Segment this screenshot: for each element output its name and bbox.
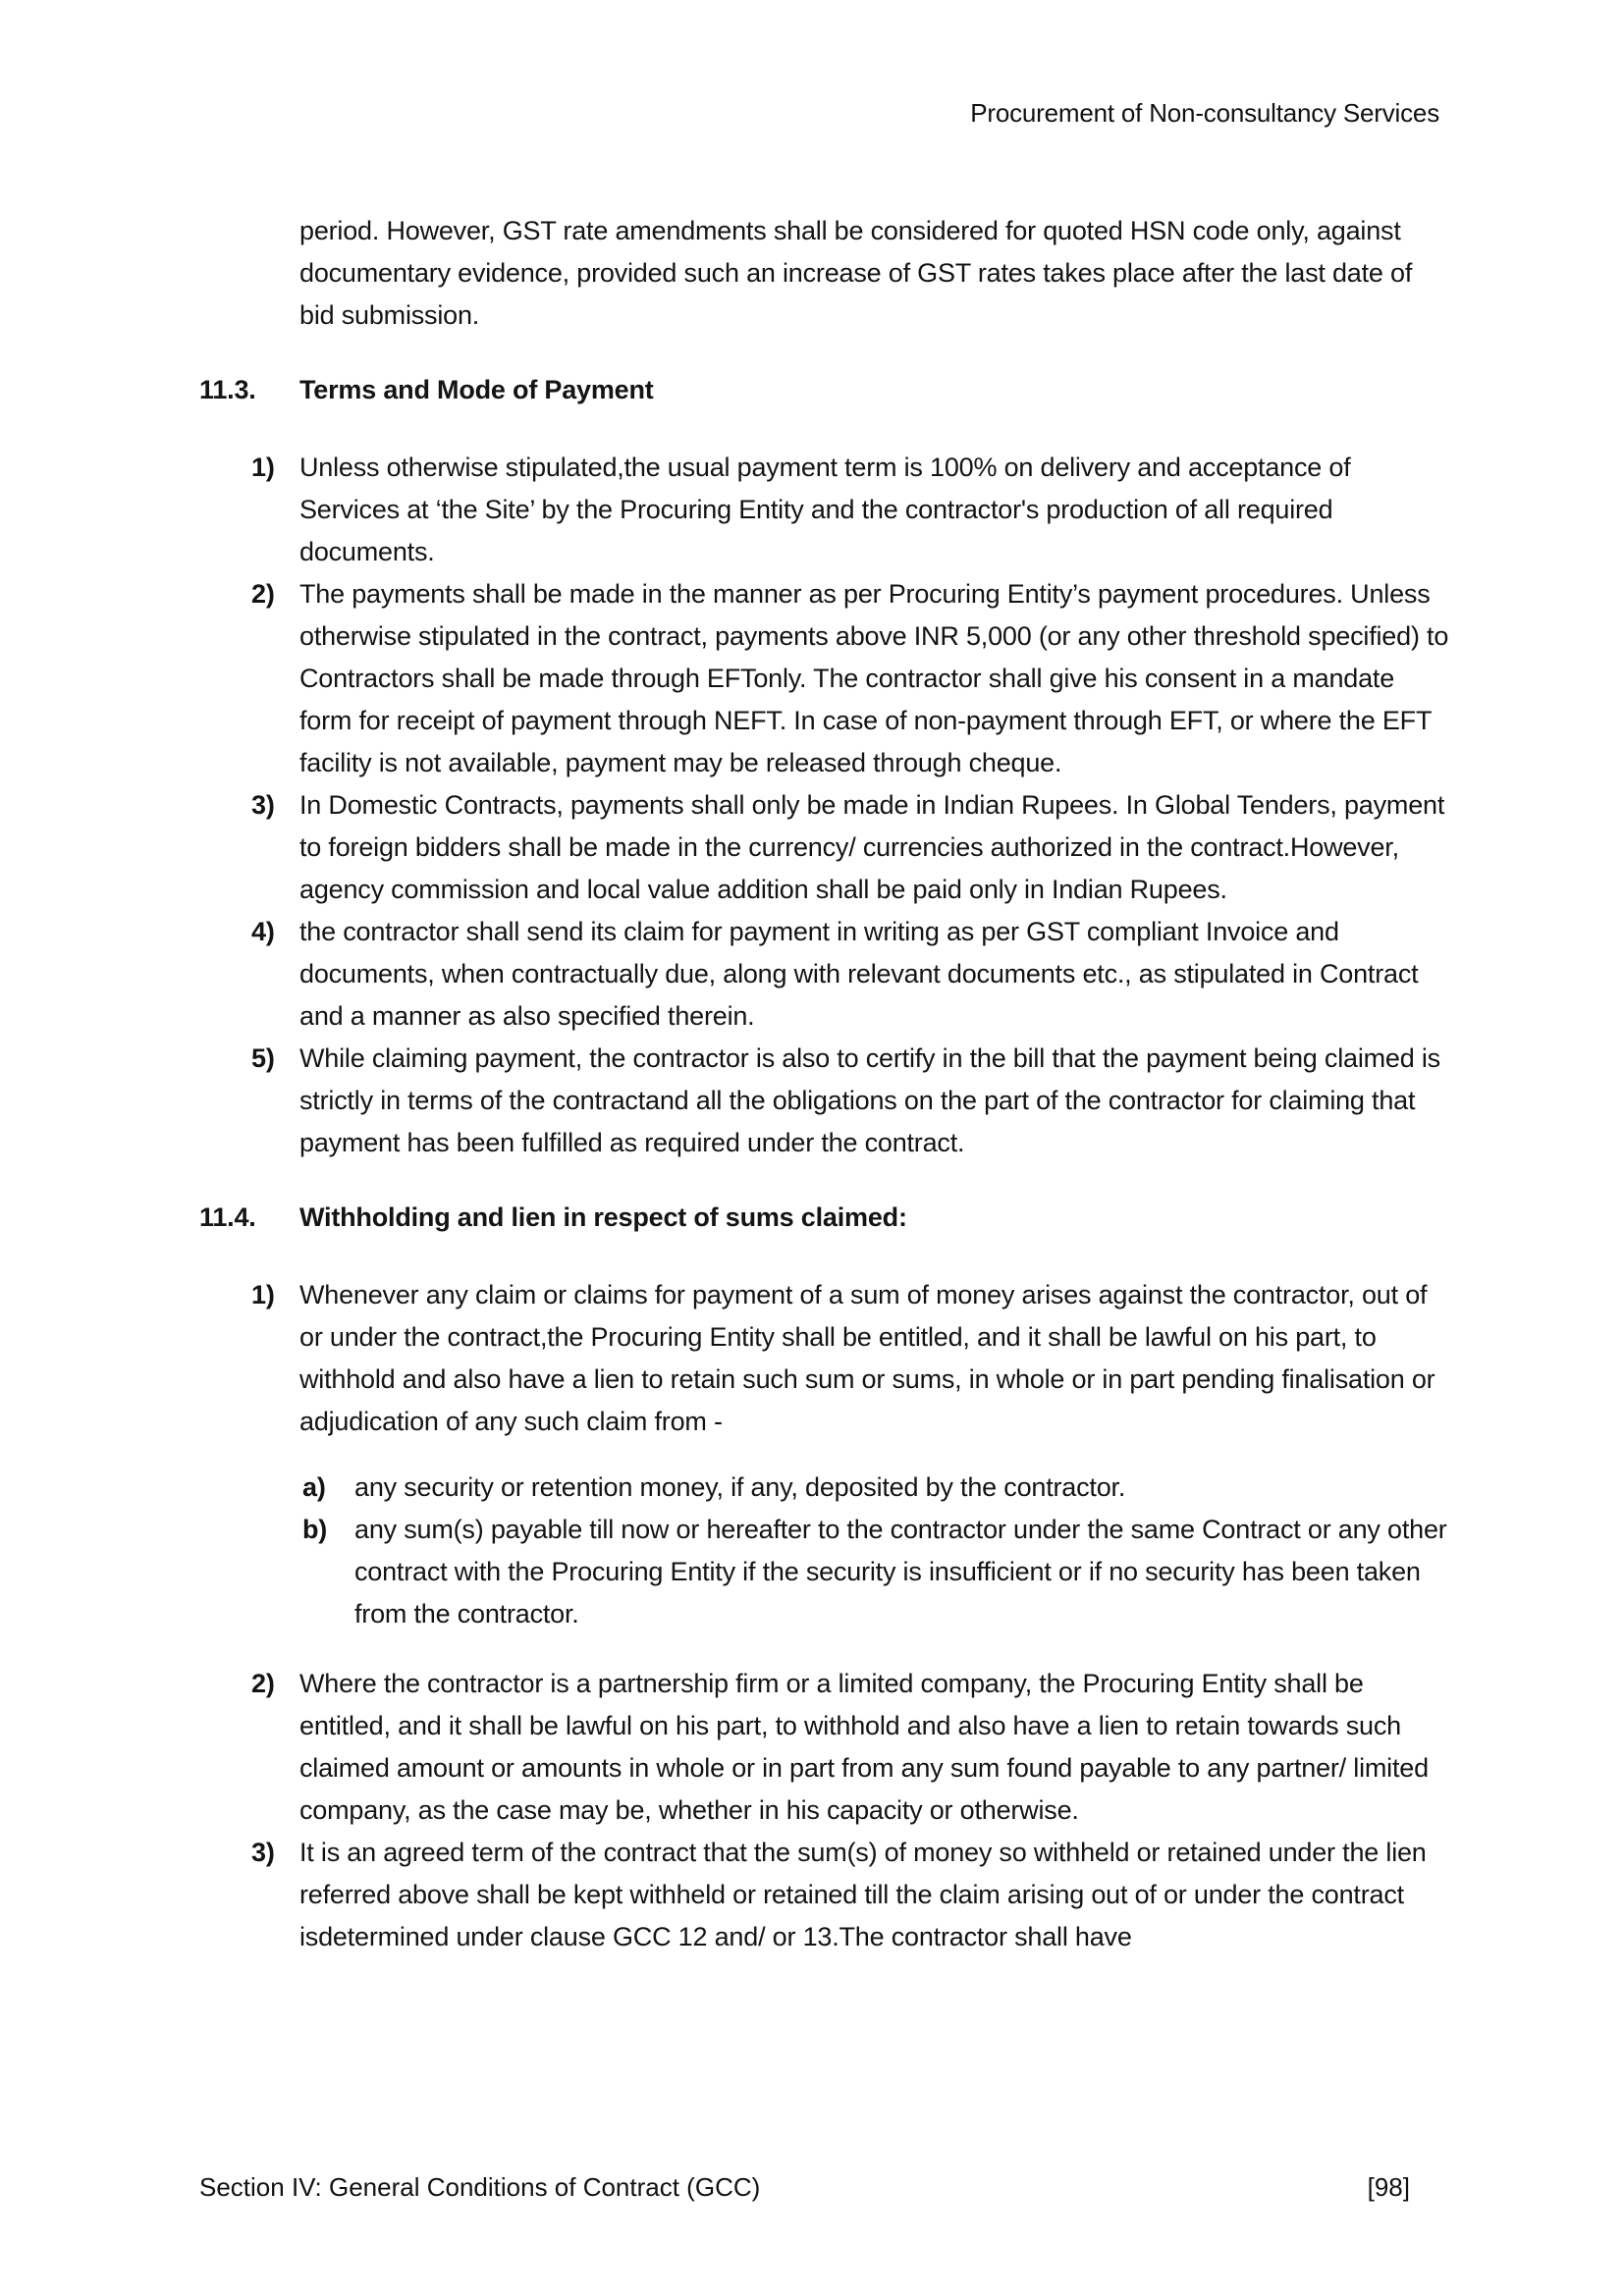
list-item xyxy=(251,1274,1452,1663)
list-item-marker: 3) xyxy=(251,790,275,820)
list-item-marker: 2) xyxy=(251,579,275,609)
sub-list-item xyxy=(302,1509,1452,1635)
list-item-marker: 1) xyxy=(251,1280,275,1309)
list-item-text: In Domestic Contracts, payments shall only be made in Indian Rupees. In Global Tenders, payment to foreign bidders shall be made in the currency/ currencies authorized in the contract.However, agency commission and local value addition shall be paid only in Indian Rupees. xyxy=(299,790,1445,904)
document-content xyxy=(199,210,1452,1958)
list-item xyxy=(251,784,1452,911)
list-item-marker: 3) xyxy=(251,1838,275,1867)
list-item-text: While claiming payment, the contractor is also to certify in the bill that the payment being claimed is strictly in terms of the contractand all the obligations on the part of the contractor for claiming that payment has been fulfilled as required under the contract. xyxy=(299,1043,1440,1157)
sub-list xyxy=(302,1467,1452,1635)
intro-paragraph: period. However, GST rate amendments shall be considered for quoted HSN code only, against documentary evidence, provided such an increase of GST rates takes place after the last date of bid submission. xyxy=(299,216,1413,330)
list-item-text: The payments shall be made in the manner as per Procuring Entity’s payment procedures. Unless otherwise stipulated in the contract, payments above INR 5,000 (or any other threshold specified) to Contractors shall be made through EFTonly. The contractor shall give his consent in a mandate form for receipt of payment through NEFT. In case of non-payment through EFT, or where the EFT facility is not available, payment may be released through cheque. xyxy=(299,579,1449,777)
section-title: Withholding and lien in respect of sums claimed: xyxy=(299,1202,907,1232)
numbered-list-payment-terms xyxy=(251,447,1452,1164)
list-item-marker: 5) xyxy=(251,1043,275,1073)
sub-item-marker: a) xyxy=(302,1472,326,1502)
list-item xyxy=(251,1832,1452,1958)
section-heading-withholding-and-lien xyxy=(199,1200,1452,1235)
list-item xyxy=(251,1038,1452,1164)
sub-item-text: any security or retention money, if any, deposited by the contractor. xyxy=(354,1472,1126,1502)
list-item-text: It is an agreed term of the contract that the sum(s) of money so withheld or retained under the lien referred above shall be kept withheld or retained till the claim arising out of or under the contract isdetermined under clause GCC 12 and/ or 13.The contractor shall have xyxy=(299,1838,1427,1951)
page-footer xyxy=(199,2171,1439,2203)
running-header: Procurement of Non-consultancy Services xyxy=(970,98,1439,128)
section-heading-terms-and-mode-of-payment xyxy=(199,372,1452,407)
sub-list-item xyxy=(302,1467,1452,1509)
section-number: 11.4. xyxy=(199,1202,256,1232)
list-item-text: Whenever any claim or claims for payment of a sum of money arises against the contractor, out of or under the contract,the Procuring Entity shall be entitled, and it shall be lawful on his part, to withhold and also have a lien to retain such sum or sums, in whole or in part pending finalisation or adjudication of any such claim from - xyxy=(299,1280,1435,1436)
list-item xyxy=(251,911,1452,1038)
list-item xyxy=(251,1663,1452,1832)
footer-page-number: [98] xyxy=(1367,2172,1410,2202)
footer-section-label: Section IV: General Conditions of Contract (GCC) xyxy=(199,2172,761,2202)
list-item xyxy=(251,447,1452,573)
sub-item-marker: b) xyxy=(302,1515,328,1544)
list-item-text: Unless otherwise stipulated,the usual payment term is 100% on delivery and acceptance of Services at ‘the Site’ by the Procuring Entity and the contractor's production of all required documents. xyxy=(299,453,1351,566)
list-item xyxy=(251,573,1452,784)
list-item-marker: 1) xyxy=(251,453,275,482)
list-item-marker: 2) xyxy=(251,1669,275,1698)
list-item-text: the contractor shall send its claim for payment in writing as per GST compliant Invoice and documents, when contractually due, along with relevant documents etc., as stipulated in Contract and a manner as also specified therein. xyxy=(299,917,1419,1031)
list-item-text: Where the contractor is a partnership firm or a limited company, the Procuring Entity shall be entitled, and it shall be lawful on his part, to withhold and also have a lien to retain towards such claimed amount or amounts in whole or in part from any sum found payable to any partner/ limited company, as the case may be, whether in his capacity or otherwise. xyxy=(299,1669,1429,1825)
numbered-list-withholding xyxy=(251,1274,1452,1958)
list-item-marker: 4) xyxy=(251,917,275,946)
section-title: Terms and Mode of Payment xyxy=(299,375,654,404)
list-item-body xyxy=(299,1274,1452,1663)
sub-item-text: any sum(s) payable till now or hereafter to the contractor under the same Contract or any other contract with the Procuring Entity if the security is insufficient or if no security has been taken from the contractor. xyxy=(354,1515,1447,1629)
section-number: 11.3. xyxy=(199,375,256,404)
